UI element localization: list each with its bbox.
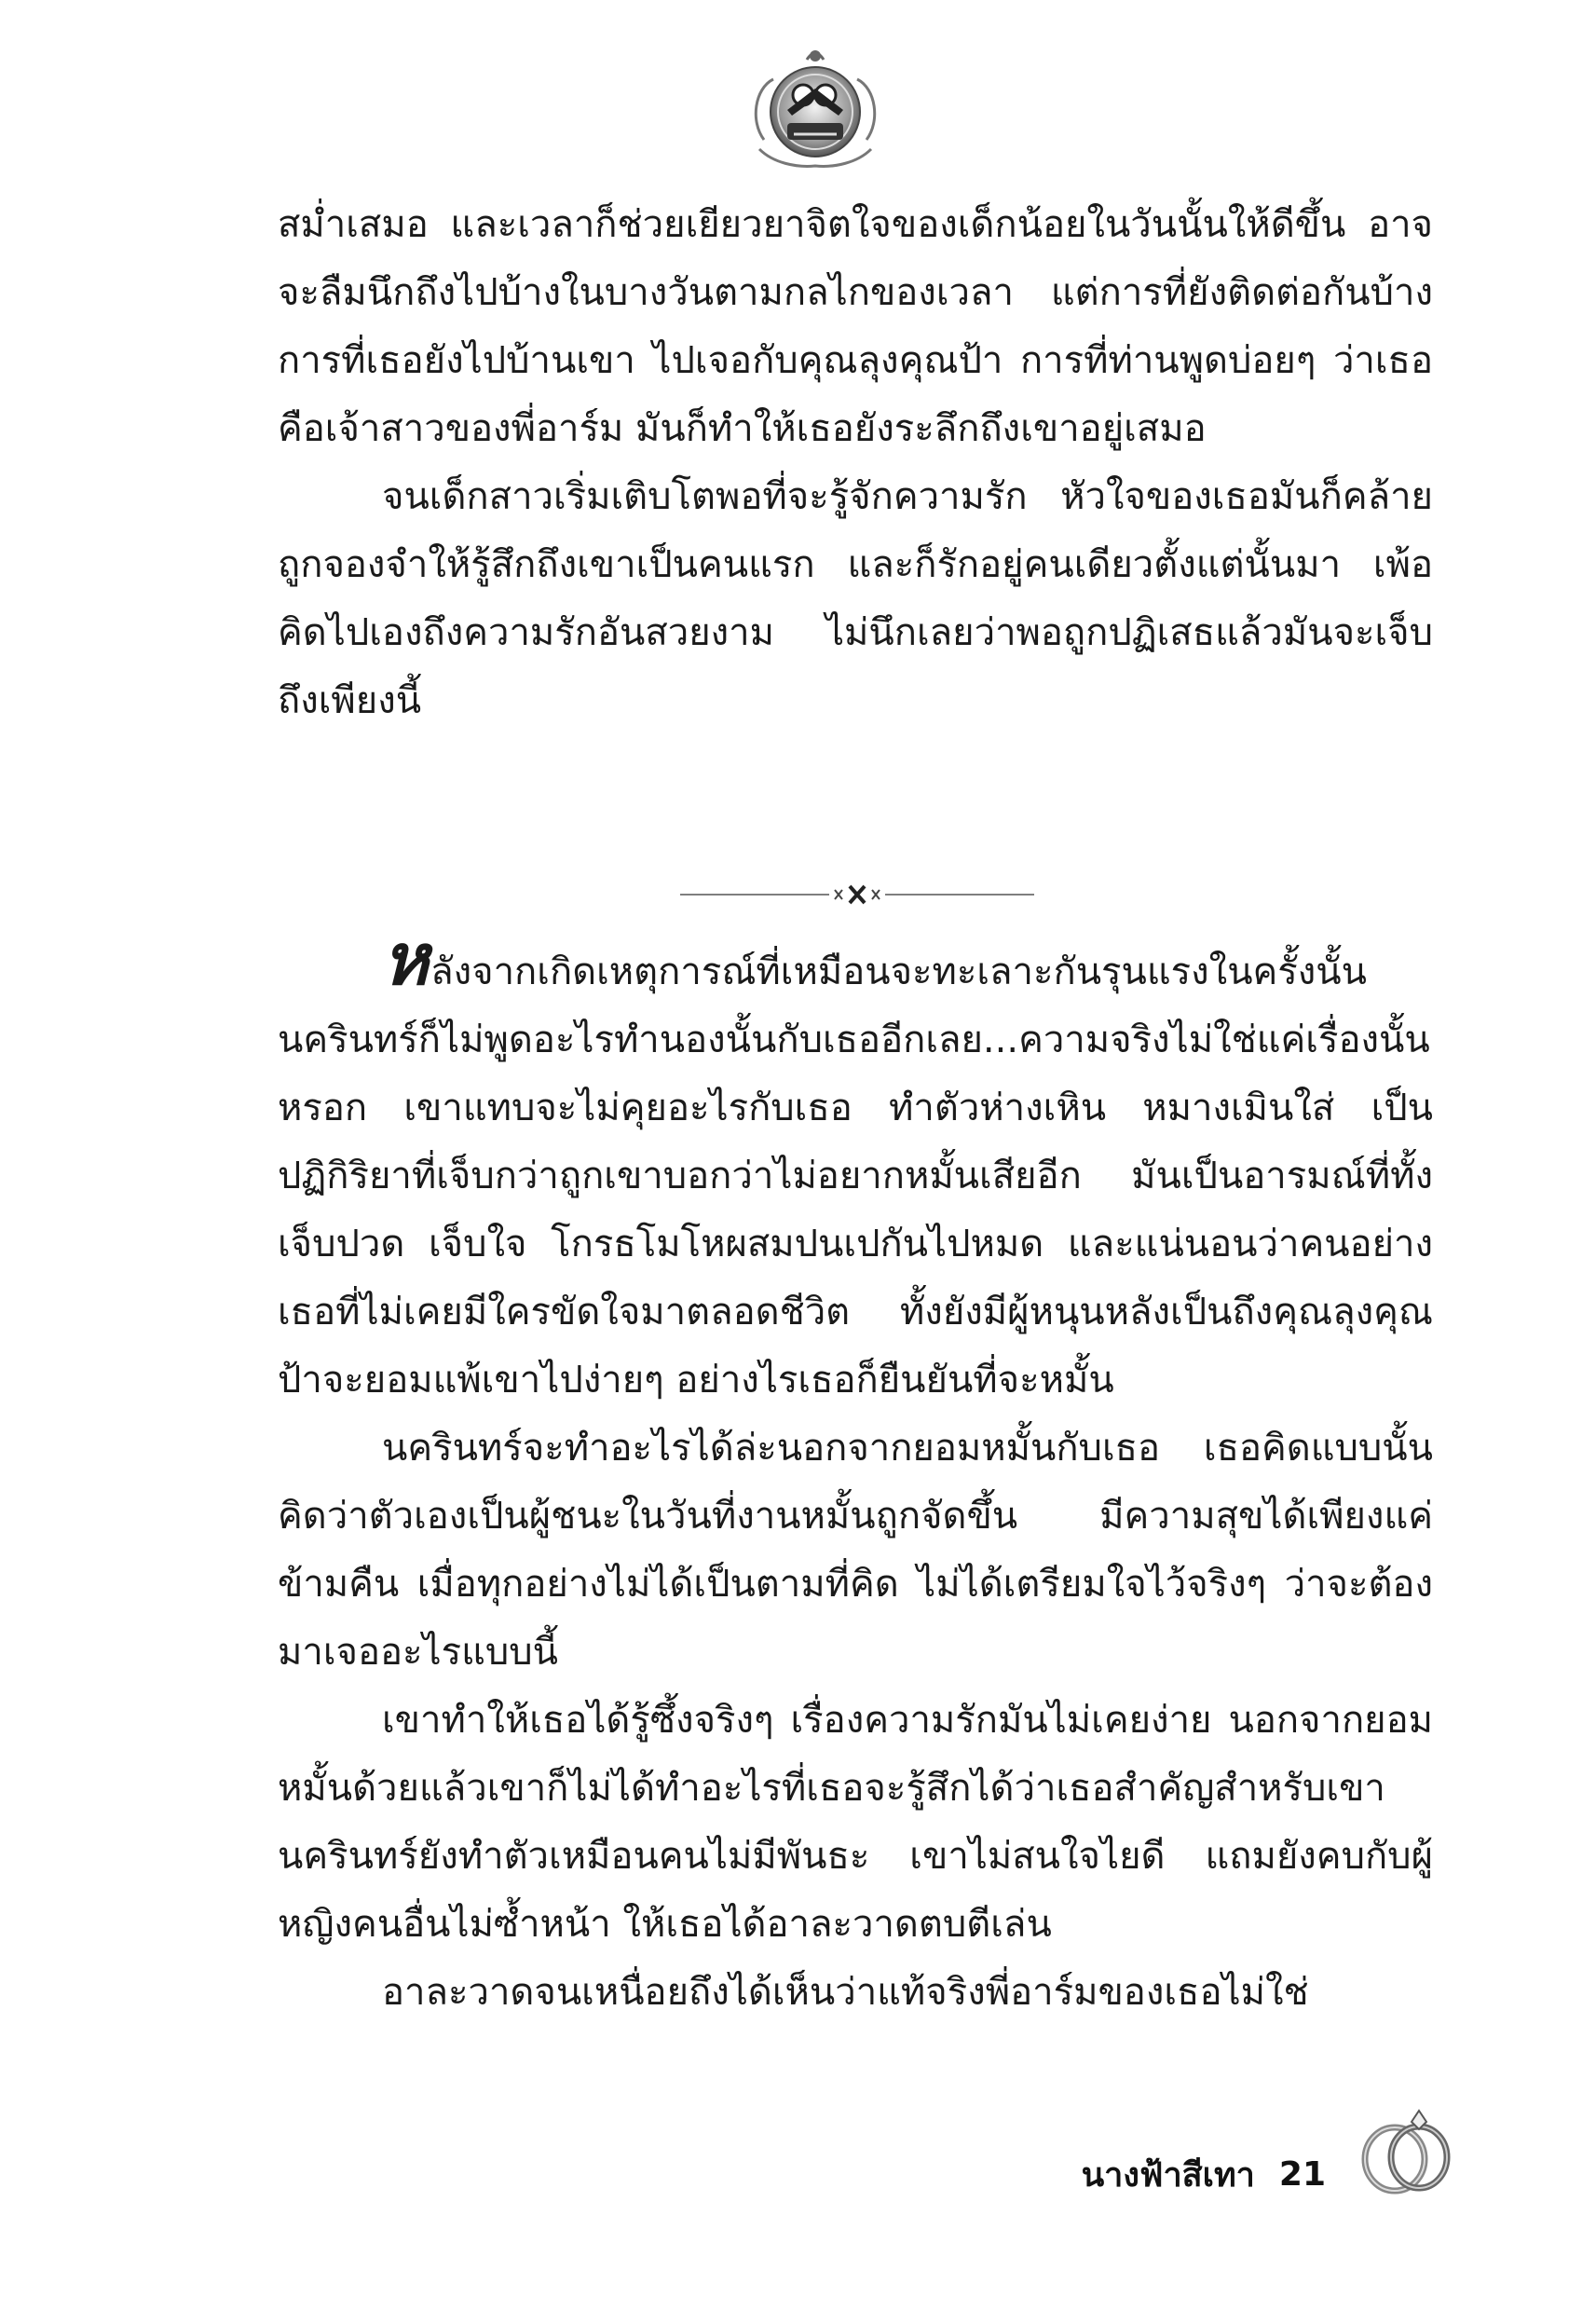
paragraph: นครินทร์จะทำอะไรได้ล่ะนอกจากยอมหมั้นกับเธอ เธอคิดแบบนั้น คิดว่าตัวเองเป็นผู้ชนะในวันที่งานหมั้นถูกจัดขึ้น มีความสุขได้เพียงแค่ข้ามคืน เมื่อทุกอย่างไม่ได้เป็นตามที่คิด ไม่ได้เตรียมใจไว้จริงๆ ว่าจะต้องมาเจออะไรแบบนี้ (278, 1427, 1433, 1674)
paragraph-dropcap (278, 918, 1433, 1415)
paragraph: สม่ำเสมอ และเวลาก็ช่วยเยียวยาจิตใจของเด็กน้อยในวันนั้นให้ดีขึ้น อาจจะลืมนึกถึงไปบ้างในบางวันตามกลไกของเวลา แต่การที่ยังติดต่อกันบ้าง การที่เธอยังไปบ้านเขา ไปเจอกับคุณลุงคุณป้า การที่ท่านพูดบ่อยๆ ว่าเธอคือเจ้าสาวของพี่อาร์ม มันก็ทำให้เธอยังระลึกถึงเขาอยู่เสมอ (278, 203, 1433, 450)
ornament-divider-icon (680, 881, 1034, 909)
wedding-rings-icon (1356, 2101, 1458, 2204)
paragraph: จนเด็กสาวเริ่มเติบโตพอที่จะรู้จักความรัก หัวใจของเธอมันก็คล้ายถูกจองจำให้รู้สึกถึงเขาเป็นคนแรก และก็รักอยู่คนเดียวตั้งแต่นั้นมา เพ้อคิดไปเองถึงความรักอันสวยงาม ไม่นึกเลยว่าพอถูกปฏิเสธแล้วมันจะเจ็บถึงเพียงนี้ (278, 475, 1433, 722)
drop-cap: ห (382, 918, 430, 1001)
section-body (278, 918, 1433, 2027)
page-body-top (278, 191, 1433, 735)
paragraph: เขาทำให้เธอได้รู้ซึ้งจริงๆ เรื่องความรักมันไม่เคยง่าย นอกจากยอมหมั้นด้วยแล้วเขาก็ไม่ได้ทำอะไรที่เธอจะรู้สึกได้ว่าเธอสำคัญสำหรับเขา นครินทร์ยังทำตัวเหมือนคนไม่มีพันธะ เขาไม่สนใจไยดี แถมยังคบกับผู้หญิงคนอื่นไม่ซ้ำหน้า ให้เธอได้อาละวาดตบตีเล่น (278, 1699, 1433, 1946)
publisher-logo-icon (745, 37, 885, 177)
paragraph: อาละวาดจนเหนื่อยถึงได้เห็นว่าแท้จริงพี่อาร์มของเธอไม่ใช่ (382, 1971, 1309, 2014)
page-footer (1082, 2148, 1326, 2201)
paragraph-text: ลังจากเกิดเหตุการณ์ที่เหมือนจะทะเลาะกันรุนแรงในครั้งนั้น นครินทร์ก็ไม่พูดอะไรทำนองนั้นกับเธออีกเลย...ความจริงไม่ใช่แค่เรื่องนั้นหรอก เขาแทบจะไม่คุยอะไรกับเธอ ทำตัวห่างเหิน หมางเมินใส่ เป็นปฏิกิริยาที่เจ็บกว่าถูกเขาบอกว่าไม่อยากหมั้นเสียอีก มันเป็นอารมณ์ที่ทั้งเจ็บปวด เจ็บใจ โกรธโมโหผสมปนเปกันไปหมด และแน่นอนว่าคนอย่างเธอที่ไม่เคยมีใครขัดใจมาตลอดชีวิต ทั้งยังมีผู้หนุนหลังเป็นถึงคุณลุงคุณป้าจะยอมแพ้เขาไปง่ายๆ อย่างไรเธอก็ยืนยันที่จะหมั้น (278, 950, 1433, 1402)
book-title: นางฟ้าสีเทา (1081, 2156, 1255, 2195)
page-number: 21 (1278, 2155, 1326, 2194)
